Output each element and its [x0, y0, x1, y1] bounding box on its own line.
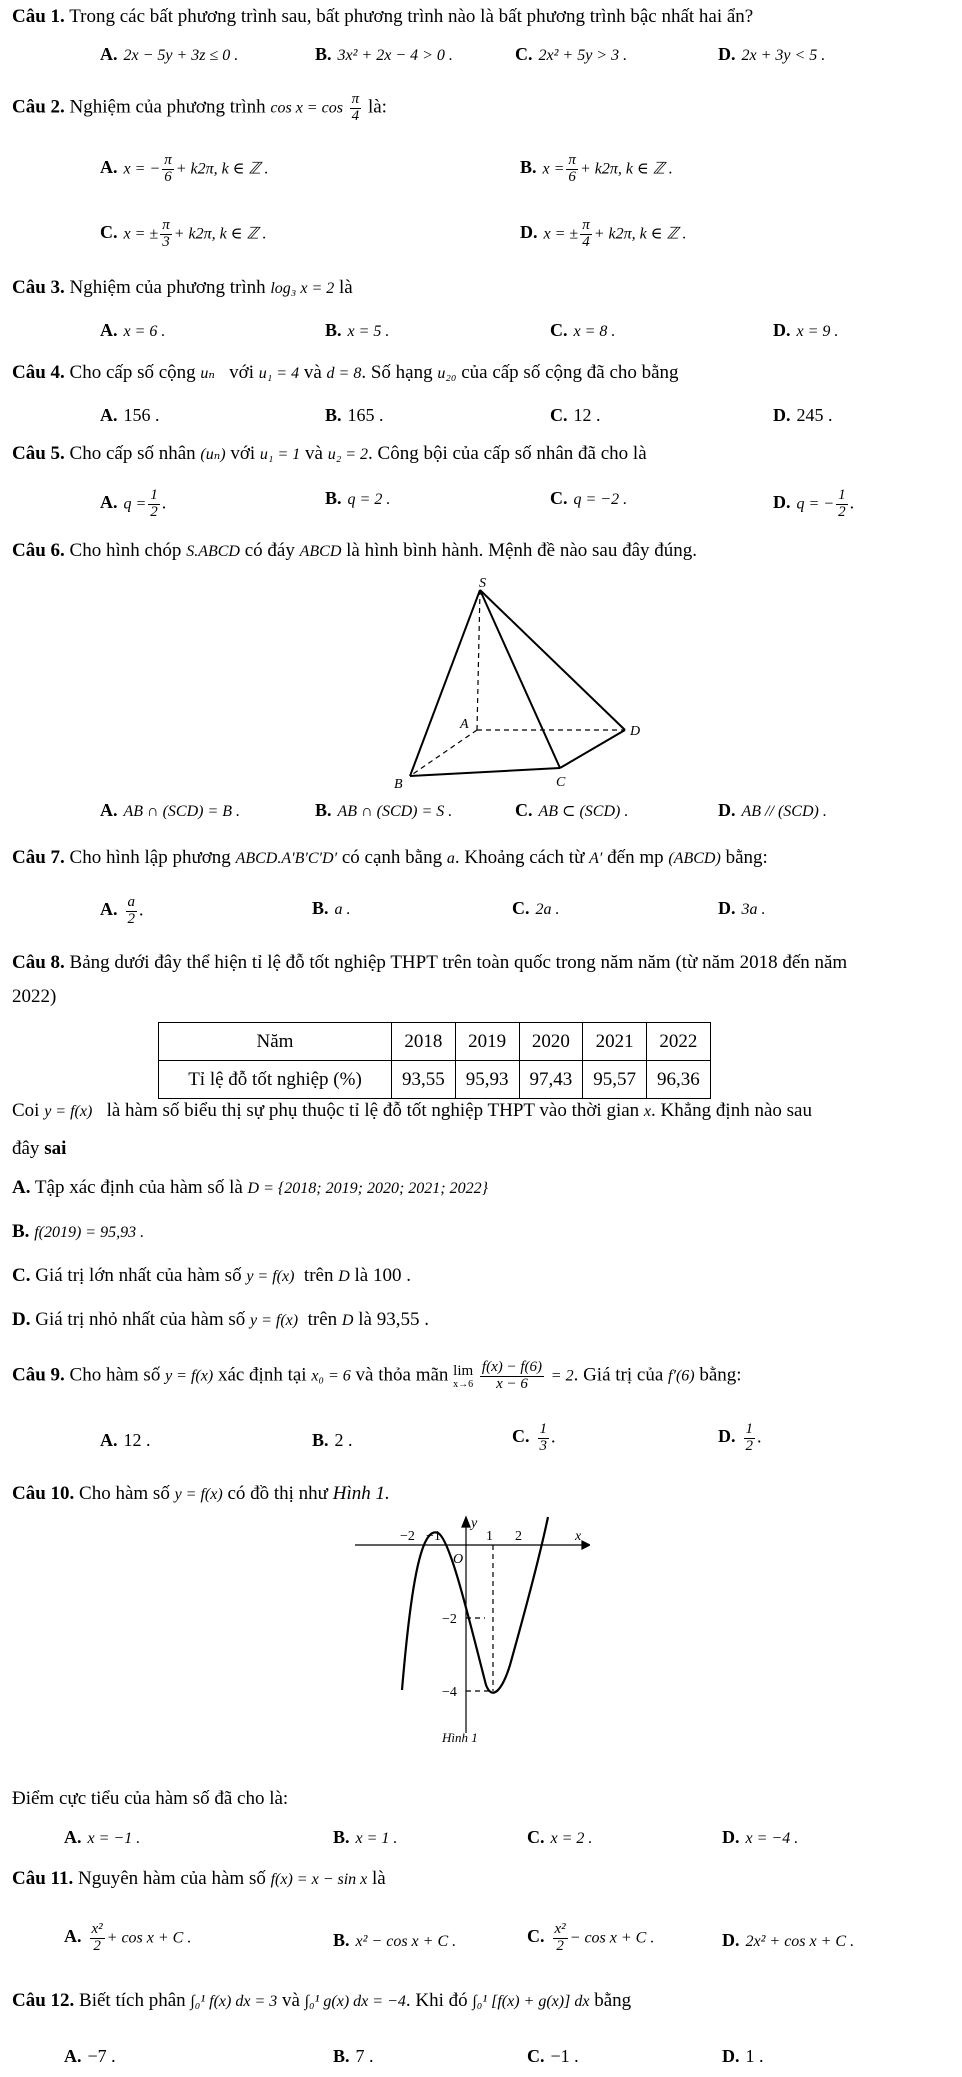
graph-curve: [402, 1517, 548, 1693]
q1-option-c[interactable]: C. 2x² + 5y > 3 .: [515, 44, 628, 64]
question-8-statement-cont: đây sai: [12, 1138, 67, 1159]
table-row: Năm 2018 2019 2020 2021 2022: [159, 1023, 711, 1061]
svg-text:−4: −4: [442, 1685, 457, 1700]
vertex-d: D: [630, 724, 641, 739]
pass-rate-table: [158, 1022, 711, 1099]
pi-over-4: $\frac{\pi}{4}$: [351, 91, 360, 124]
q8-option-b[interactable]: B. f(2019) = 95,93 .: [12, 1221, 145, 1242]
q7-option-a[interactable]: A. $\frac{a}{2}$ .: [100, 894, 144, 927]
question-3: Câu 3. Nghiệm của phương trình log₃ x = 2 là: [12, 277, 353, 298]
q8-option-c[interactable]: C. Giá trị lớn nhất của hàm số y = f(x) trên D là 100 .: [12, 1265, 411, 1286]
svg-text:−2: −2: [400, 1529, 415, 1544]
q6-option-c[interactable]: C. AB ⊂ (SCD) .: [515, 800, 629, 820]
svg-text:−2: −2: [442, 1612, 457, 1627]
q7-option-b[interactable]: B. a .: [312, 898, 351, 918]
q4-option-a[interactable]: A. 156 .: [100, 405, 160, 425]
vertex-b: B: [394, 777, 403, 792]
q4-option-c[interactable]: C. 12 .: [550, 405, 601, 425]
q9-option-d[interactable]: D. $\frac{1}{2}$ .: [718, 1421, 762, 1454]
q10-option-a[interactable]: A. x = −1 .: [64, 1827, 141, 1847]
q11-option-a[interactable]: A. $\frac{\text{x²}}{2}$ + cos x + C .: [64, 1921, 192, 1954]
svg-text:1: 1: [486, 1529, 493, 1544]
question-11: Câu 11. Nguyên hàm của hàm số f(x) = x − sin x là: [12, 1868, 386, 1889]
q5-option-b[interactable]: B. q = 2 .: [325, 488, 391, 508]
svg-text:x: x: [575, 1529, 582, 1544]
svg-text:y: y: [471, 1516, 478, 1531]
q5-option-d[interactable]: D. q = − $\frac{1}{2}$ .: [773, 487, 855, 520]
q10-option-d[interactable]: D. x = −4 .: [722, 1827, 799, 1847]
svg-text:Hình 1: Hình 1: [442, 1730, 478, 1745]
q11-option-d[interactable]: D. 2x² + cos x + C .: [722, 1930, 855, 1950]
q6-option-b[interactable]: B. AB ∩ (SCD) = S .: [315, 800, 453, 820]
vertex-c: C: [556, 775, 566, 790]
question-9: Câu 9. Cho hàm số y = f(x) xác định tại x₀ = 6 và thỏa mãn lim x→6 $\frac{f(x) - f(6)}{x - 6}$ = 2. Giá trị của f′(6) bằng:: [12, 1359, 742, 1392]
q9-option-a[interactable]: A. 12 .: [100, 1430, 151, 1450]
question-label: Câu 1.: [12, 6, 65, 27]
q8-option-d[interactable]: D. Giá trị nhỏ nhất của hàm số y = f(x) trên D là 93,55 .: [12, 1309, 429, 1330]
q2-option-a[interactable]: A. x = − $\frac{\pi}{6}$ + k2π, k ∈ ℤ .: [100, 152, 269, 185]
question-8-statement: Coi y = f(x) là hàm số biểu thị sự phụ thuộc tỉ lệ đỗ tốt nghiệp THPT vào thời gian x. Khẳng định nào sau: [12, 1100, 812, 1121]
question-6: Câu 6. Cho hình chóp S.ABCD có đáy ABCD là hình bình hành. Mệnh đề nào sau đây đúng.: [12, 540, 698, 561]
limit-symbol: lim x→6: [453, 1362, 474, 1390]
question-1: [12, 6, 753, 28]
q6-option-d[interactable]: D. AB // (SCD) .: [718, 800, 827, 820]
q11-option-c[interactable]: C. $\frac{\text{x²}}{2}$ − cos x + C .: [527, 1921, 655, 1954]
q7-option-d[interactable]: D. 3a .: [718, 898, 766, 918]
q5-option-c[interactable]: C. q = −2 .: [550, 488, 628, 508]
q5-option-a[interactable]: A. q = $\frac{1}{2}$ .: [100, 487, 167, 520]
q1-option-b[interactable]: B. 3x² + 2x − 4 > 0 .: [315, 44, 453, 64]
q10-option-c[interactable]: C. x = 2 .: [527, 1827, 593, 1847]
vertex-a: A: [460, 717, 469, 732]
svg-text:2: 2: [515, 1529, 522, 1544]
q6-option-a[interactable]: A. AB ∩ (SCD) = B .: [100, 800, 241, 820]
q1-option-d[interactable]: D. 2x + 3y < 5 .: [718, 44, 826, 64]
q12-option-a[interactable]: A. −7 .: [64, 2046, 116, 2066]
q12-option-c[interactable]: C. −1 .: [527, 2046, 579, 2066]
q3-option-a[interactable]: A. x = 6 .: [100, 320, 166, 340]
q11-option-b[interactable]: B. x² − cos x + C .: [333, 1930, 457, 1950]
q3-option-b[interactable]: B. x = 5 .: [325, 320, 390, 340]
q8-option-a[interactable]: A. Tập xác định của hàm số là D = {2018; 2019; 2020; 2021; 2022}: [12, 1177, 488, 1198]
svg-text:O: O: [453, 1552, 464, 1567]
q10-option-b[interactable]: B. x = 1 .: [333, 1827, 398, 1847]
question-2: Câu 2. Nghiệm của phương trình cos x = cos $\frac{\pi}{4}$ là:: [12, 91, 387, 124]
question-7: Câu 7. Cho hình lập phương ABCD.A′B′C′D′ có cạnh bằng a. Khoảng cách từ A′ đến mp (ABCD) bằng:: [12, 847, 768, 868]
question-5: Câu 5. Cho cấp số nhân (uₙ) với u₁ = 1 và u₂ = 2. Công bội của cấp số nhân đã cho là: [12, 443, 647, 464]
cubic-graph: [350, 1515, 590, 1745]
vertex-s: S: [479, 578, 486, 591]
limit-fraction: $\frac{f(x) - f(6)}{x - 6}$: [481, 1359, 543, 1392]
q3-option-d[interactable]: D. x = 9 .: [773, 320, 839, 340]
pyramid-figure: [380, 578, 680, 798]
q1-option-a[interactable]: A. 2x − 5y + 3z ≤ 0 .: [100, 44, 239, 64]
question-text: Trong các bất phương trình sau, bất phương trình nào là bất phương trình bậc nhất hai ẩn?: [69, 6, 754, 27]
q12-option-d[interactable]: D. 1 .: [722, 2046, 764, 2066]
q3-option-c[interactable]: C. x = 8 .: [550, 320, 616, 340]
q2-option-b[interactable]: B. x = $\frac{\pi}{6}$ + k2π, k ∈ ℤ .: [520, 152, 673, 185]
question-8-cont: 2022): [12, 986, 57, 1007]
table-row: Tỉ lệ đỗ tốt nghiệp (%) 93,55 95,93 97,43 95,57 96,36: [159, 1061, 711, 1099]
q7-option-c[interactable]: C. 2a .: [512, 898, 560, 918]
question-10-ask: Điểm cực tiểu của hàm số đã cho là:: [12, 1788, 289, 1809]
question-10: Câu 10. Cho hàm số y = f(x) có đồ thị như Hình 1.: [12, 1483, 390, 1504]
q12-option-b[interactable]: B. 7 .: [333, 2046, 374, 2066]
q9-option-b[interactable]: B. 2 .: [312, 1430, 353, 1450]
q2-option-d[interactable]: D. x = ± $\frac{\pi}{4}$ + k2π, k ∈ ℤ .: [520, 217, 687, 250]
question-8: Câu 8. Bảng dưới đây thể hiện tỉ lệ đỗ tốt nghiệp THPT trên toàn quốc trong năm năm (từ năm 2018 đến năm: [12, 952, 848, 973]
question-12: Câu 12. Biết tích phân ∫₀¹ f(x) dx = 3 và ∫₀¹ g(x) dx = −4. Khi đó ∫₀¹ [f(x) + g(x)] dx bằng: [12, 1990, 632, 2011]
q9-option-c[interactable]: C. $\frac{1}{3}$ .: [512, 1421, 556, 1454]
svg-text:−1: −1: [426, 1529, 441, 1544]
question-4: Câu 4. Cho cấp số cộng uₙ với u₁ = 4 và d = 8. Số hạng u₂₀ của cấp số cộng đã cho bằng: [12, 362, 679, 383]
q4-option-b[interactable]: B. 165 .: [325, 405, 384, 425]
q4-option-d[interactable]: D. 245 .: [773, 405, 833, 425]
q2-option-c[interactable]: C. x = ± $\frac{\pi}{3}$ + k2π, k ∈ ℤ .: [100, 217, 267, 250]
